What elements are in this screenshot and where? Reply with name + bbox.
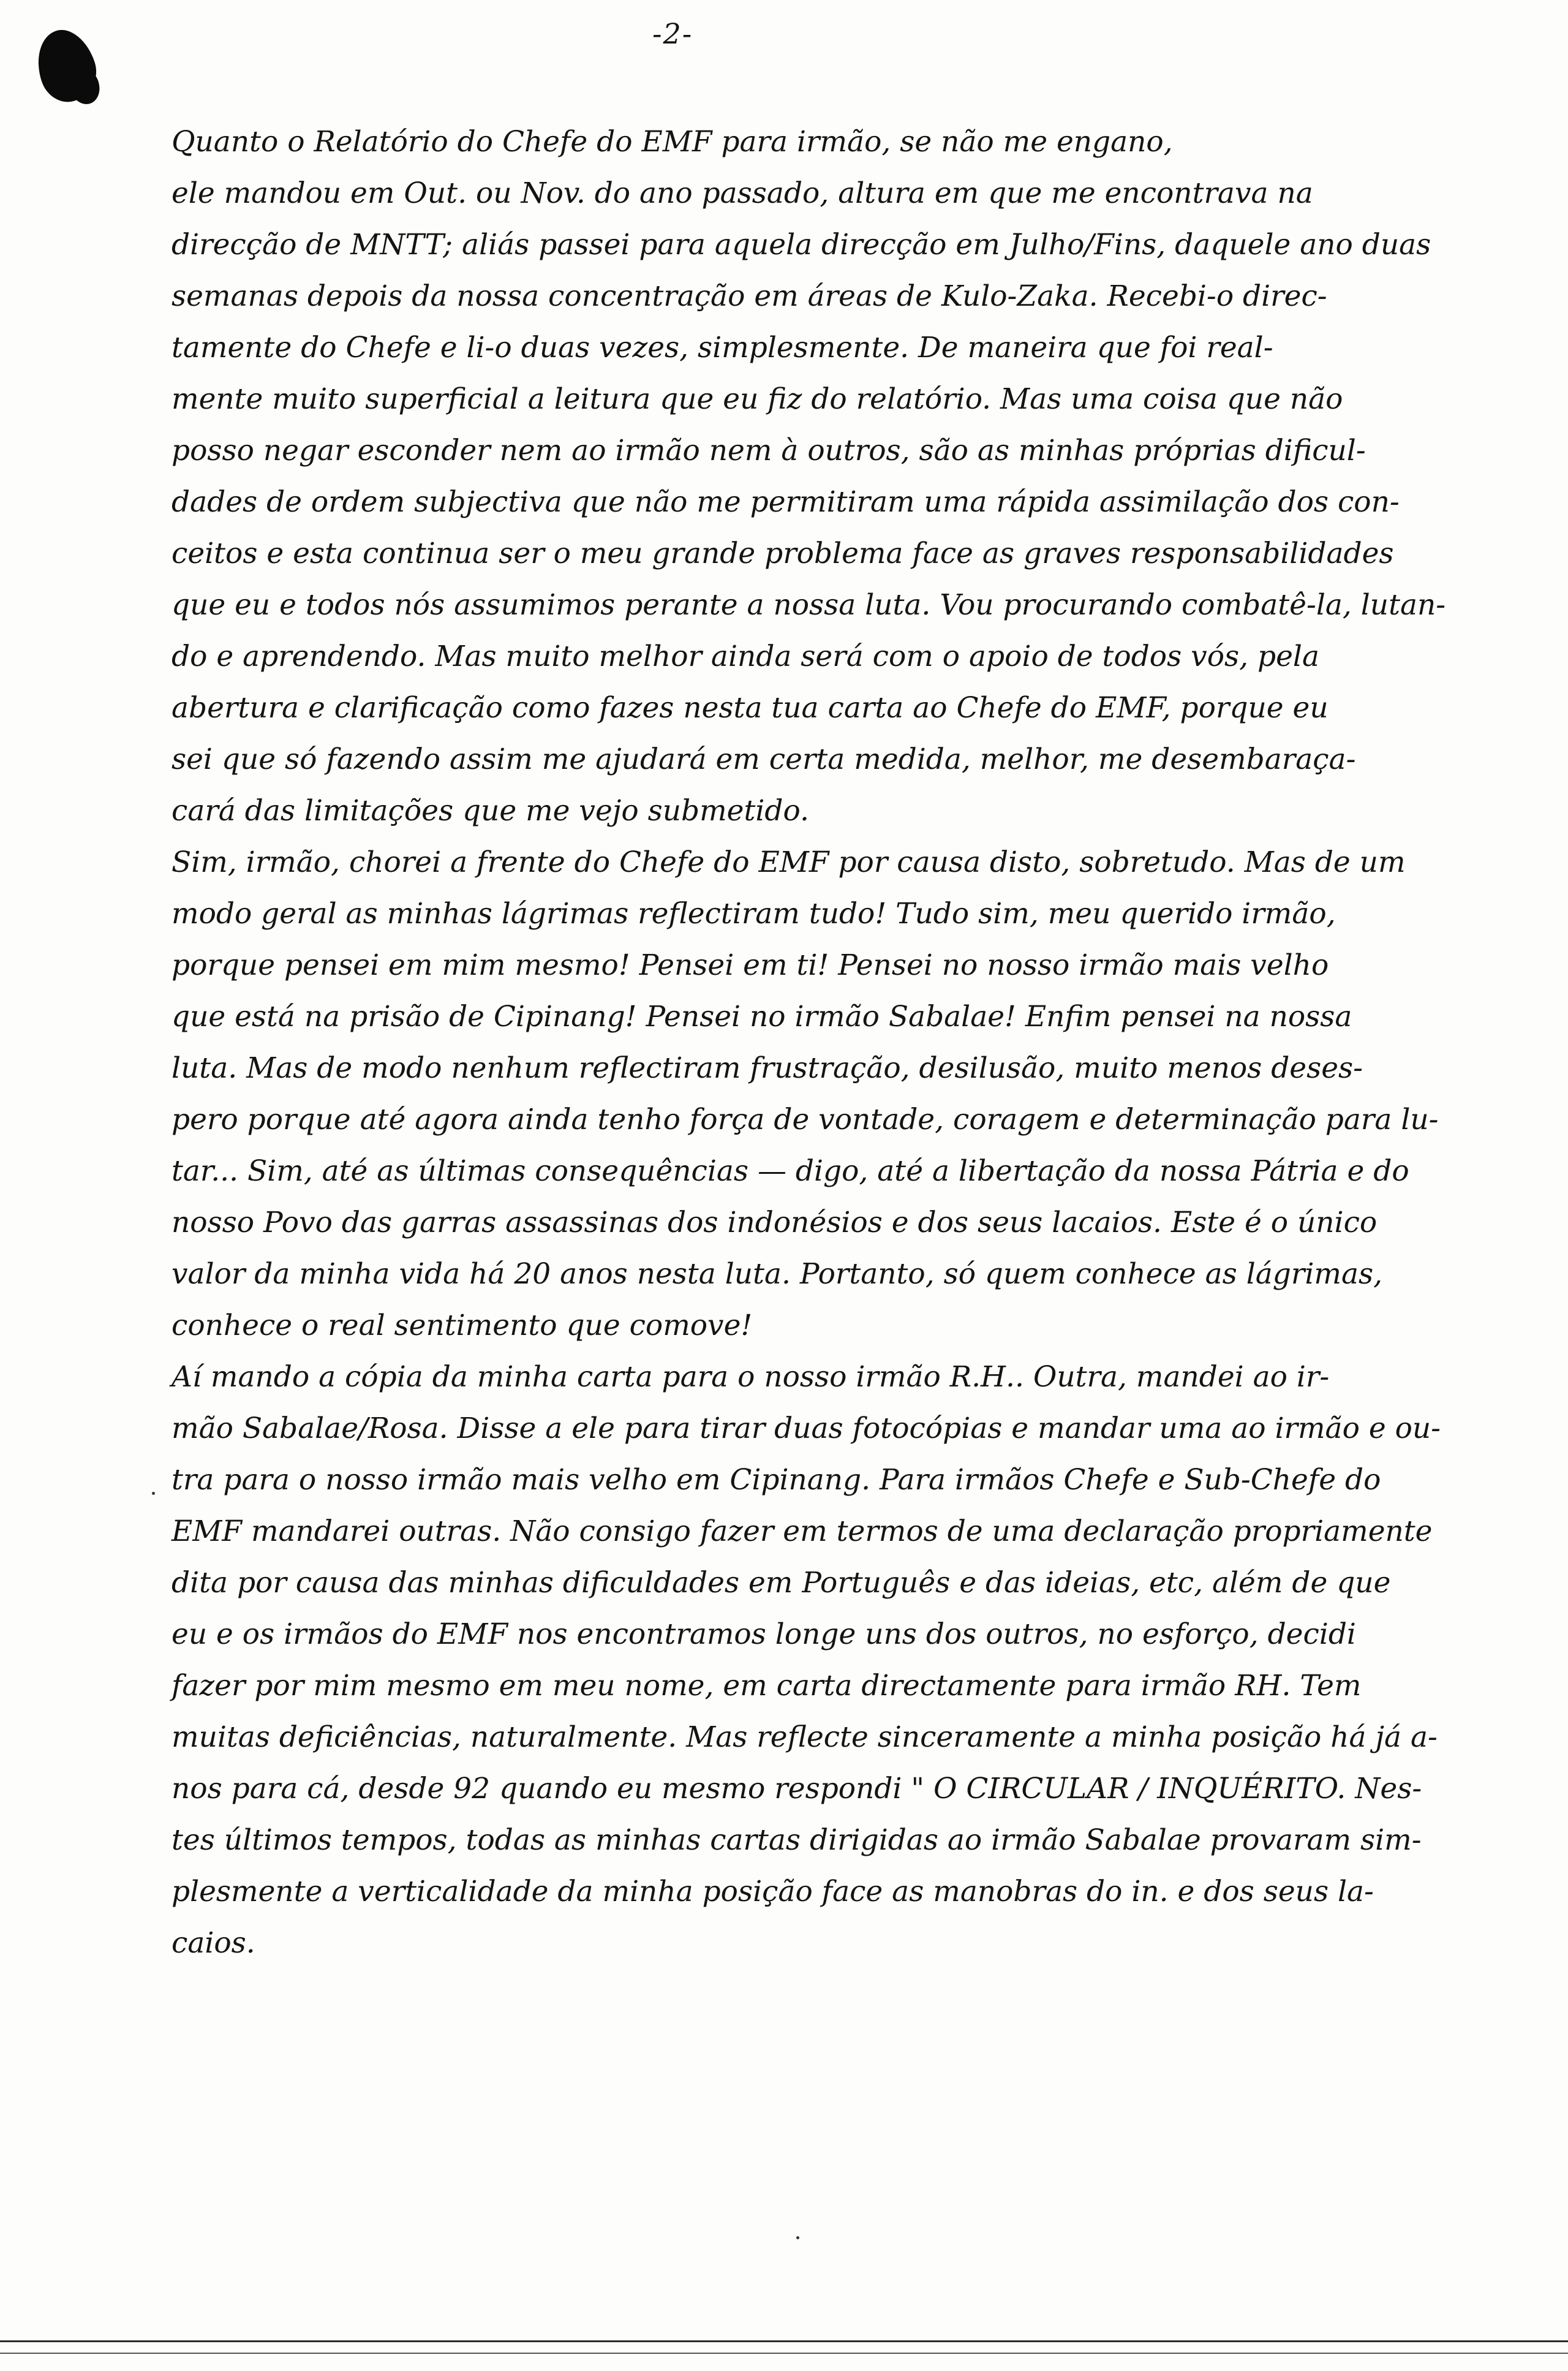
letter-line: conhece o real sentimento que comove! — [172, 1309, 753, 1342]
scan-edge-line — [0, 2353, 1568, 2354]
letter-line: que eu e todos nós assumimos perante a nossa luta. Vou procurando combatê-la, lutan- — [172, 588, 1446, 622]
letter-line: fazer por mim mesmo em meu nome, em carta directamente para irmão RH. Tem — [172, 1669, 1362, 1703]
letter-line: nos para cá, desde 92 quando eu mesmo respondi " O CIRCULAR / INQUÉRITO. Nes- — [172, 1772, 1422, 1806]
letter-line: tes últimos tempos, todas as minhas cartas dirigidas ao irmão Sabalae provaram sim- — [172, 1823, 1422, 1857]
letter-line: ele mandou em Out. ou Nov. do ano passado, altura em que me encontrava na — [172, 176, 1313, 210]
letter-line: plesmente a verticalidade da minha posição face as manobras do in. e dos seus la- — [172, 1875, 1374, 1908]
letter-line: dades de ordem subjectiva que não me permitiram uma rápida assimilação dos con- — [172, 485, 1400, 519]
letter-line: modo geral as minhas lágrimas reflectiram tudo! Tudo sim, meu querido irmão, — [172, 897, 1336, 931]
letter-body — [172, 116, 1482, 1969]
ink-blot — [28, 23, 104, 109]
letter-line: tamente do Chefe e li-o duas vezes, simplesmente. De maneira que foi real- — [172, 331, 1273, 365]
scan-edge-line — [0, 2340, 1568, 2342]
letter-line: eu e os irmãos do EMF nos encontramos longe uns dos outros, no esforço, decidi — [172, 1617, 1356, 1651]
letter-line: tar... Sim, até as últimas consequências — digo, até a libertação da nossa Pátria e do — [172, 1154, 1409, 1188]
letter-line: que está na prisão de Cipinang! Pensei no irmão Sabalae! Enfim pensei na nossa — [172, 1000, 1352, 1034]
letter-line: semanas depois da nossa concentração em áreas de Kulo-Zaka. Recebi-o direc- — [172, 279, 1327, 313]
letter-line: porque pensei em mim mesmo! Pensei em ti! Pensei no nosso irmão mais velho — [172, 948, 1329, 982]
letter-line: dita por causa das minhas dificuldades em Português e das ideias, etc, além de que — [172, 1566, 1391, 1600]
letter-line: mente muito superficial a leitura que eu fiz do relatório. Mas uma coisa que não — [172, 382, 1343, 416]
ink-speck — [796, 2236, 799, 2239]
page-number: -2- — [652, 17, 693, 50]
letter-line: cará das limitações que me vejo submetido. — [172, 794, 809, 828]
letter-line: pero porque até agora ainda tenho força de vontade, coragem e determinação para lu- — [172, 1103, 1439, 1136]
letter-line: Sim, irmão, chorei a frente do Chefe do EMF por causa disto, sobretudo. Mas de um — [172, 845, 1406, 879]
letter-line: nosso Povo das garras assassinas dos indonésios e dos seus lacaios. Este é o único — [172, 1206, 1378, 1239]
letter-line: Quanto o Relatório do Chefe do EMF para irmão, se não me engano, — [172, 125, 1173, 159]
letter-line: EMF mandarei outras. Não consigo fazer em termos de uma declaração propriamente — [172, 1514, 1433, 1548]
ink-speck — [152, 1492, 155, 1495]
letter-line: caios. — [172, 1926, 255, 1960]
letter-line: Aí mando a cópia da minha carta para o nosso irmão R.H.. Outra, mandei ao ir- — [172, 1360, 1330, 1394]
letter-line: tra para o nosso irmão mais velho em Cipinang. Para irmãos Chefe e Sub-Chefe do — [172, 1463, 1381, 1497]
letter-line: abertura e clarificação como fazes nesta tua carta ao Chefe do EMF, porque eu — [172, 691, 1329, 725]
letter-line: do e aprendendo. Mas muito melhor ainda será com o apoio de todos vós, pela — [172, 640, 1319, 673]
letter-line: valor da minha vida há 20 anos nesta luta. Portanto, só quem conhece as lágrimas, — [172, 1257, 1383, 1291]
letter-line: ceitos e esta continua ser o meu grande problema face as graves responsabilidades — [172, 537, 1394, 570]
letter-line: posso negar esconder nem ao irmão nem à outros, são as minhas próprias dificul- — [172, 434, 1366, 467]
letter-line: mão Sabalae/Rosa. Disse a ele para tirar duas fotocópias e mandar uma ao irmão e ou- — [172, 1412, 1441, 1445]
letter-line: direcção de MNTT; aliás passei para aquela direcção em Julho/Fins, daquele ano duas — [172, 228, 1431, 262]
letter-line: luta. Mas de modo nenhum reflectiram frustração, desilusão, muito menos deses- — [172, 1051, 1363, 1085]
letter-line: muitas deficiências, naturalmente. Mas reflecte sinceramente a minha posição há já a- — [172, 1720, 1438, 1754]
letter-line: sei que só fazendo assim me ajudará em certa medida, melhor, me desembaraça- — [172, 743, 1356, 776]
